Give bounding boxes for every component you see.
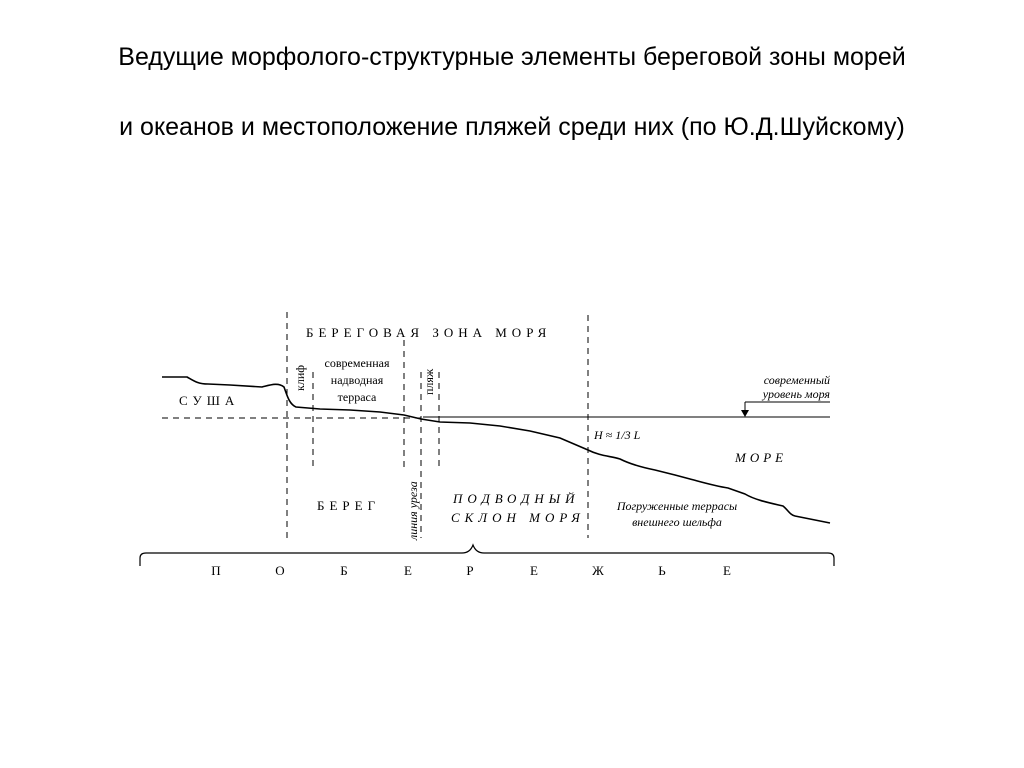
coastal-zone-label: БЕРЕГОВАЯ ЗОНА МОРЯ <box>306 325 552 340</box>
title-line-1: Ведущие морфолого-структурные элементы береговой зоны морей <box>118 43 906 71</box>
title-line-2: и океанов и местоположение пляжей среди них (по Ю.Д.Шуйскому) <box>119 113 905 141</box>
sea-level-label-line-1: современный <box>763 373 830 387</box>
sea-level-label-line-2: уровень моря <box>762 387 830 401</box>
sea-label: МОРЕ <box>735 450 788 465</box>
coast-letter: Е <box>404 563 412 578</box>
coast-letter: П <box>211 563 221 578</box>
cliff-label: клиф <box>293 364 307 391</box>
shelf-terraces-label-line-1: Погруженные террасы <box>616 499 738 513</box>
shore-label: БЕРЕГ <box>317 498 381 513</box>
terrace-label-line-3: терраса <box>337 390 377 404</box>
coast-letter: Е <box>530 563 538 578</box>
depth-formula-label: H ≈ 1/3 L <box>594 428 641 442</box>
coast-letter: О <box>275 563 285 578</box>
coast-letter: Р <box>466 563 474 578</box>
shoreline-label: линия уреза <box>406 481 420 540</box>
terrace-label-line-2: надводная <box>330 373 384 387</box>
coast-letter: Е <box>723 563 731 578</box>
underwater-slope-label-line-2: СКЛОН МОРЯ <box>451 510 585 525</box>
coast-letter: Ж <box>592 563 604 578</box>
coast-letter: Б <box>340 563 348 578</box>
sea-level-arrow-head <box>741 410 749 417</box>
land-label: СУША <box>179 393 240 408</box>
coast-letter: Ь <box>658 563 666 578</box>
underwater-slope-label-line-1: ПОДВОДНЫЙ <box>453 491 580 506</box>
shelf-terraces-label-line-2: внешнего шельфа <box>632 515 722 529</box>
beach-label: пляж <box>422 368 436 395</box>
terrace-label-line-1: современная <box>324 356 390 370</box>
coast-word <box>211 563 731 578</box>
